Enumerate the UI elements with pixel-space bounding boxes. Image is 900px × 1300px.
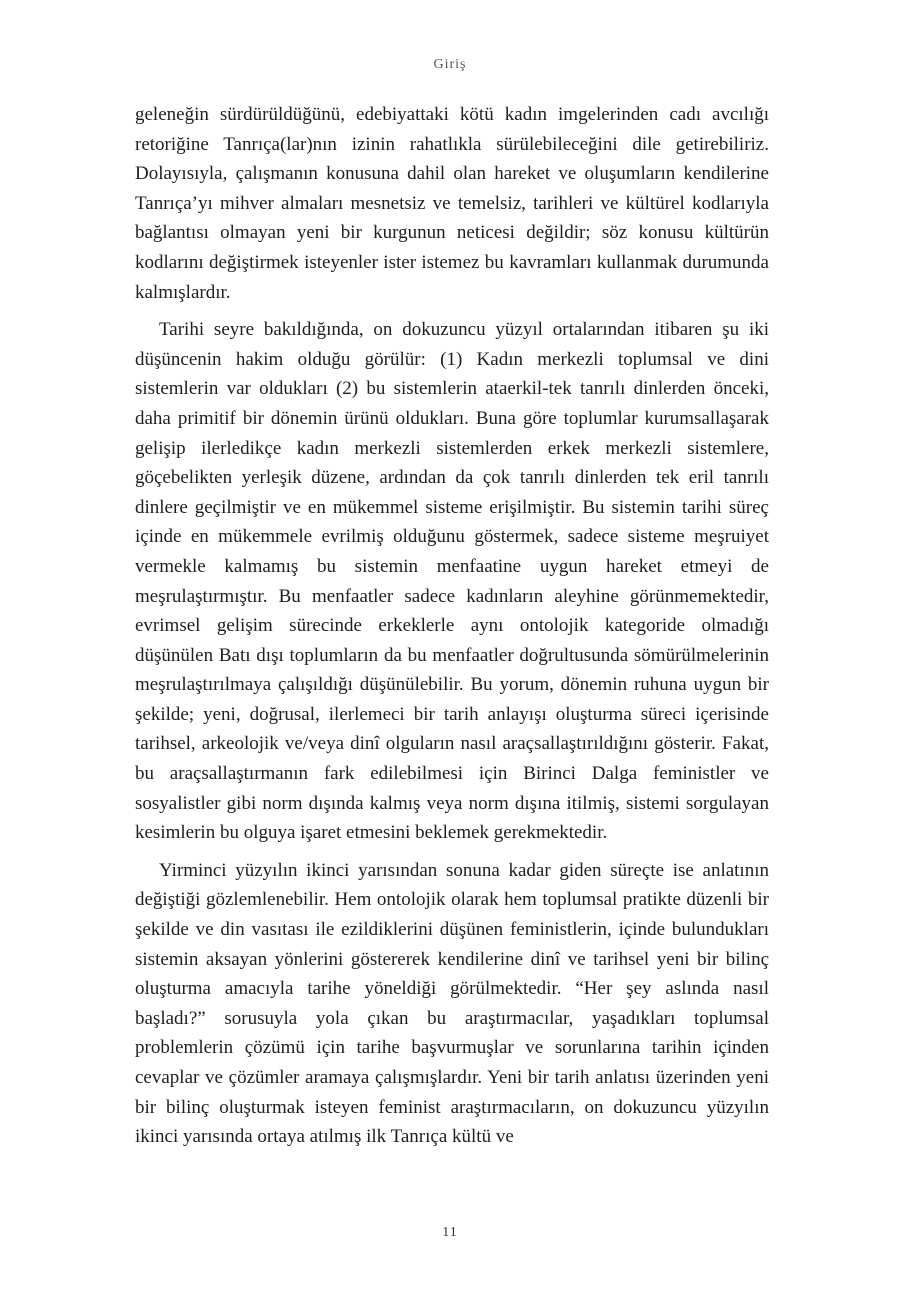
paragraph-continued: geleneğin sürdürüldüğünü, edebiyattaki kötü kadın imgelerinden cadı avcılığı retoriğine Tanrıça(lar)nın izinin rahatlıkla sürülebileceğini dile getirebiliriz. Dolayısıyla, çalışmanın konusuna dahil olan hareket ve oluşumların kendilerine Tanrıça’yı mihver almaları mesnetsiz ve temelsiz, tarihleri ve kültürel kodlarıyla bağlantısı olmayan yeni bir kurgunun neticesi değildir; söz konusu kültürün kodlarını değiştirmek isteyenler ister istemez bu kavramları kullanmak durumunda kalmışlardır. [135, 104, 769, 303]
running-header: Giriş [433, 57, 467, 72]
paragraph-historical-course: Tarihi seyre bakıldığında, on dokuzuncu yüzyıl ortalarından itibaren şu iki düşüncenin hakim olduğu görülür: (1) Kadın merkezli toplumsal ve dini sistemlerin var oldukları (2) bu sistemlerin ataerkil-tek tanrılı dinlerden önceki, daha primitif bir dönemin ürünü oldukları. Buna göre toplumlar kurumsallaşarak gelişip ilerledikçe kadın merkezli sistemlerden erkek merkezli sistemlere, göçebelikten yerleşik düzene, ardından da çok tanrılı dinlerden tek eril tanrılı dinlere geçilmiştir ve en mükemmel sisteme erişilmiştir. Bu sistemin tarihi süreç içinde en mükemmele evrilmiş olduğunu göstermek, sadece sisteme meşruiyet vermekle kalmamış bu sistemin menfaatine uygun hareket etmeyi de meşrulaştırmıştır. Bu menfaatler sadece kadınların aleyhine görünmemektedir, evrimsel gelişim sürecinde erkeklerle aynı ontolojik kategoride olmadığı düşünülen Batı dışı toplumların da bu menfaatler doğrultusunda sömürülmelerinin meşrulaştırılmaya çalışıldığı düşünülebilir. Bu yorum, dönemin ruhuna uygun bir şekilde; yeni, doğrusal, ilerlemeci bir tarih anlayışı oluşturma süreci içerisinde tarihsel, arkeolojik ve/veya dinî olguların nasıl araçsallaştırıldığını gösterir. Fakat, bu araçsallaştırmanın fark edilebilmesi için Birinci Dalga feministler ve sosyalistler gibi norm dışında kalmış veya norm dışına itilmiş, sistemi sorgulayan kesimlerin bu olguya işaret etmesini beklemek gerekmektedir. [135, 319, 769, 844]
paragraph-twentieth-century: Yirminci yüzyılın ikinci yarısından sonuna kadar giden süreçte ise anlatının değiştiği gözlemlenebilir. Hem ontolojik olarak hem toplumsal pratikte düzenli bir şekilde ve din vasıtası ile ezildiklerini düşünen feministlerin, içinde bulundukları sistemin aksayan yönlerini göstererek kendilerine dinî ve tarihsel yeni bir bilinç oluşturma amacıyla tarihe yöneldiği görülmektedir. “Her şey aslında nasıl başladı?” sorusuyla yola çıkan bu araştırmacılar, yaşadıkları toplumsal problemlerin çözümü için tarihe başvurmuşlar ve sorunlarına tarihin içinden cevaplar ve çözümler aramaya çalışmışlardır. Yeni bir tarih anlatısı üzerinden yeni bir bilinç oluşturmak isteyen feminist araştırmacıların, on dokuzuncu yüzyılın ikinci yarısında ortaya atılmış ilk Tanrıça kültü ve [135, 859, 769, 1148]
page-number: 11 [442, 1225, 458, 1240]
body-text [135, 100, 769, 1160]
